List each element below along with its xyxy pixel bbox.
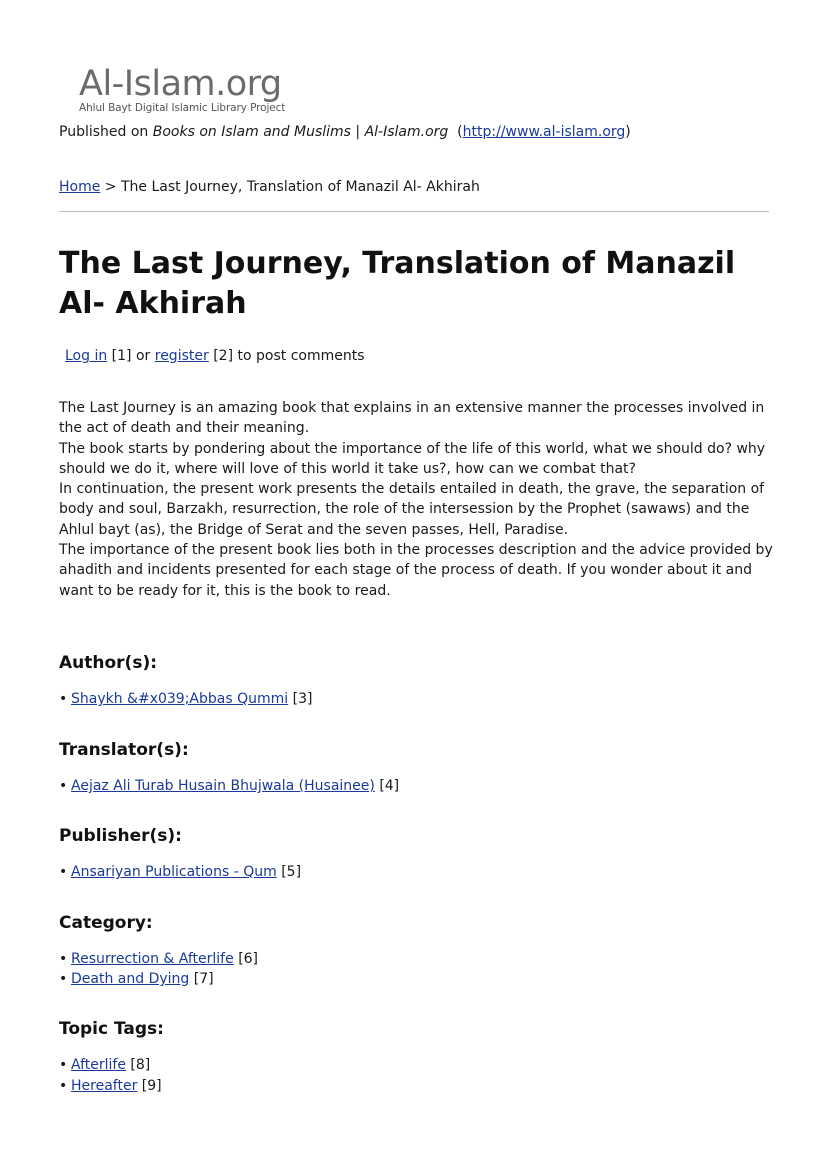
bullet-icon: •: [59, 951, 68, 967]
login-ref: [1]: [111, 348, 132, 364]
comment-suffix: to post comments: [237, 348, 365, 364]
breadcrumb: [59, 179, 480, 195]
bullet-icon: •: [59, 1057, 68, 1073]
login-link[interactable]: Log in: [65, 348, 108, 364]
translators-heading: Translator(s):: [59, 740, 189, 760]
register-ref: [2]: [213, 348, 234, 364]
list-item: [59, 778, 399, 794]
logo-wordmark: Al-Islam.org: [79, 64, 282, 104]
description-paragraph: The Last Journey is an amazing book that explains in an extensive manner the processes involved in the act of death and their meaning.: [59, 400, 765, 437]
description-paragraph: In continuation, the present work presents the details entailed in death, the grave, the separation of body and soul, Barzakh, resurrection, the role of the intersession by the Prophet (sawaws) and the Ahlul bayt (as), the Bridge of Serat and the seven passes, Hell, Paradise.: [59, 481, 765, 538]
list-item: [59, 951, 258, 967]
site-url-link[interactable]: http://www.al-islam.org: [462, 124, 626, 140]
register-link[interactable]: register: [154, 348, 209, 364]
bullet-icon: •: [59, 778, 68, 794]
authors-heading: Author(s):: [59, 653, 158, 673]
page-title: The Last Journey, Translation of Manazil Al- Akhirah: [59, 246, 736, 321]
item-ref: [5]: [281, 864, 302, 880]
list-item: [59, 1078, 162, 1094]
item-ref: [4]: [379, 778, 400, 794]
published-site-name: Books on Islam and Muslims | Al-Islam.org: [152, 124, 449, 140]
site-logo: [79, 64, 319, 120]
item-ref: [8]: [130, 1057, 151, 1073]
comment-auth-line: [65, 348, 365, 364]
header-divider: [59, 211, 769, 212]
item-ref: [6]: [238, 951, 259, 967]
translator-link[interactable]: Aejaz Ali Turab Husain Bhujwala (Husainee): [71, 778, 375, 794]
published-line: Published on Books on Islam and Muslims | Al-Islam.org (http://www.al-islam.org): [59, 124, 631, 140]
category-link[interactable]: Death and Dying: [71, 971, 190, 987]
logo-tagline: Ahlul Bayt Digital Islamic Library Project: [79, 102, 286, 114]
item-ref: [3]: [292, 691, 313, 707]
publishers-heading: Publisher(s):: [59, 826, 182, 846]
category-link[interactable]: Resurrection & Afterlife: [71, 951, 234, 967]
tag-link[interactable]: Afterlife: [71, 1057, 126, 1073]
book-description: [59, 398, 774, 601]
bullet-icon: •: [59, 1078, 68, 1094]
description-paragraph: The book starts by pondering about the importance of the life of this world, what we should do? why should we do it, where will love of this world it take us?, how can we combat that?: [59, 440, 766, 477]
breadcrumb-separator: >: [104, 179, 117, 195]
bullet-icon: •: [59, 864, 68, 880]
publisher-link[interactable]: Ansariyan Publications - Qum: [71, 864, 277, 880]
breadcrumb-home-link[interactable]: Home: [59, 179, 101, 195]
bullet-icon: •: [59, 971, 68, 987]
tag-link[interactable]: Hereafter: [71, 1078, 138, 1094]
published-prefix: Published on: [59, 124, 149, 140]
list-item: [59, 971, 214, 987]
list-item: [59, 864, 301, 880]
item-ref: [9]: [141, 1078, 162, 1094]
bullet-icon: •: [59, 691, 68, 707]
item-ref: [7]: [193, 971, 214, 987]
or-text: or: [135, 348, 151, 364]
topic-tags-heading: Topic Tags:: [59, 1019, 164, 1039]
author-link[interactable]: Shaykh &#x039;Abbas Qummi: [71, 691, 289, 707]
breadcrumb-current: The Last Journey, Translation of Manazil Al- Akhirah: [120, 179, 480, 195]
list-item: [59, 1057, 150, 1073]
description-paragraph: The importance of the present book lies both in the processes description and the advice provided by ahadith and incidents presented for each stage of the process of death. If you wonder about it and want to be ready for it, this is the book to read.: [59, 542, 773, 599]
list-item: [59, 691, 312, 707]
category-heading: Category:: [59, 913, 153, 933]
